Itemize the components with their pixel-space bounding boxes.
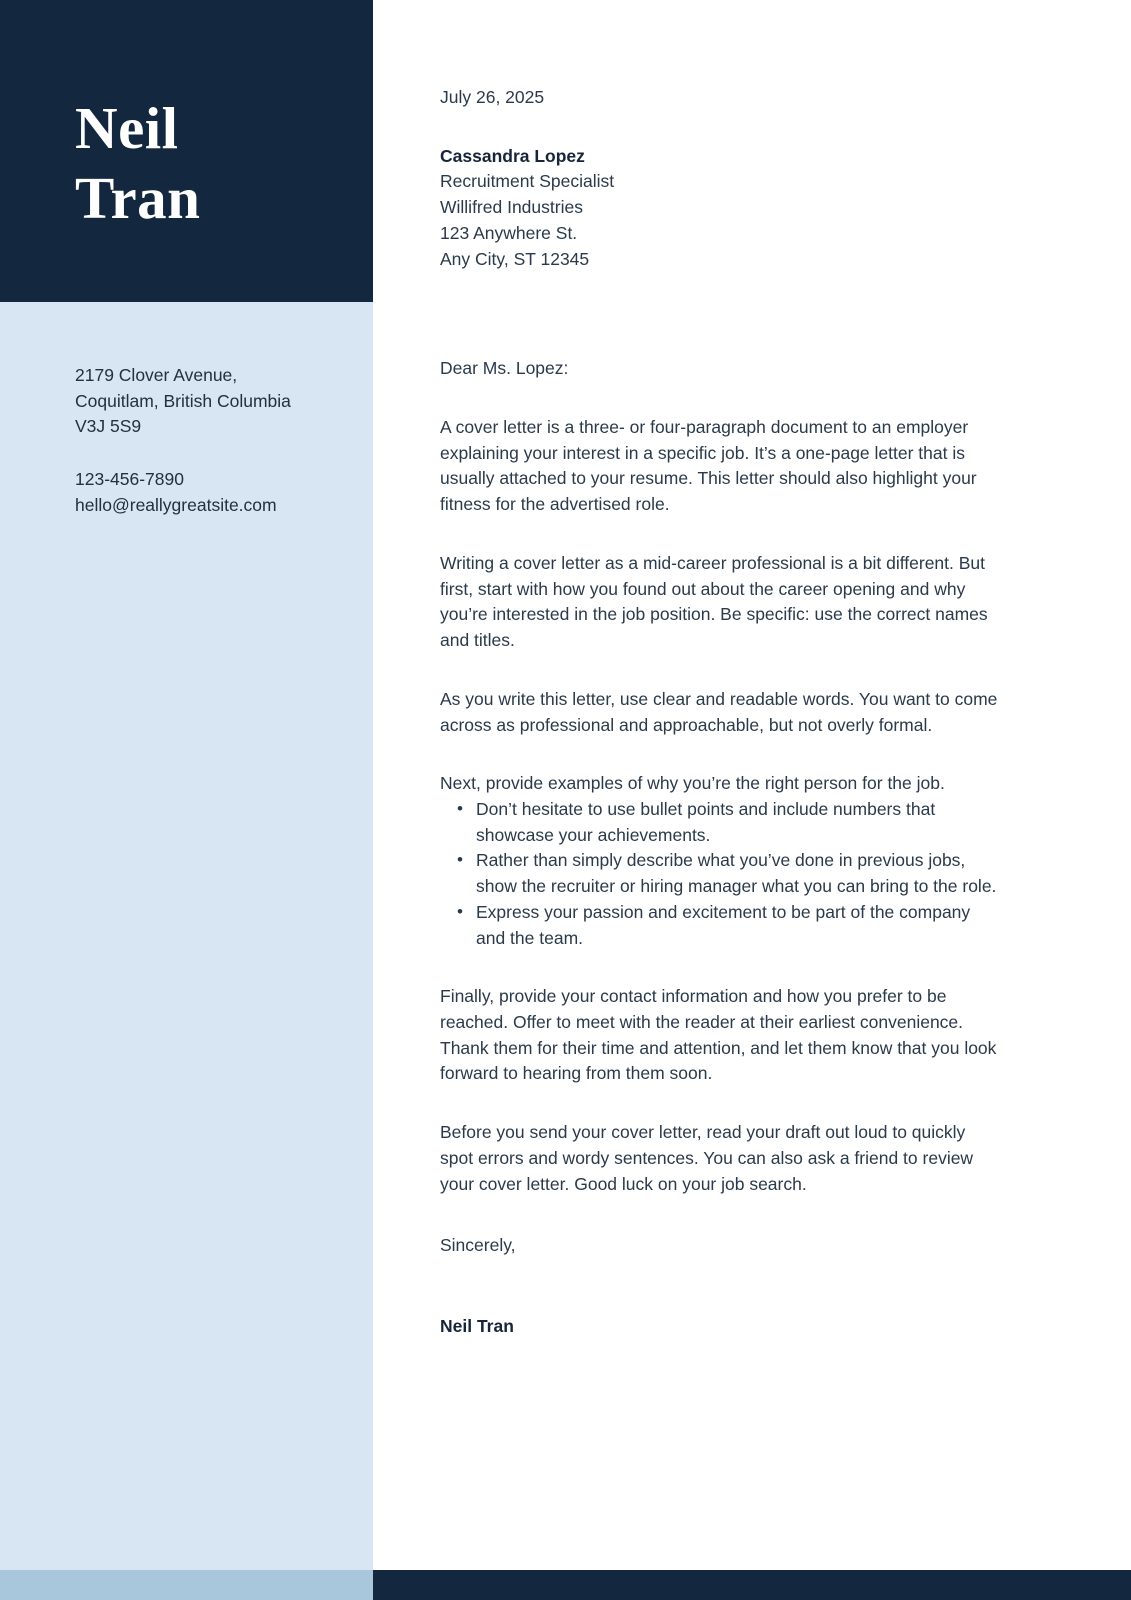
letter-date: July 26, 2025	[440, 87, 545, 107]
paragraph-2: Writing a cover letter as a mid-career professional is a bit different. But first, start with how you found out about the career opening and why you’re interested in the job position. Be specific: use the correct names and titles.	[440, 552, 988, 651]
paragraph-1: A cover letter is a three- or four-paragraph document to an employer explaining your interest in a specific job. It’s a one-page letter that is usually attached to your resume. This letter should also highlight your fitness for the advertised role.	[440, 417, 977, 515]
name-header-block	[0, 0, 373, 302]
signature-name: Neil Tran	[440, 1316, 514, 1336]
list-item: • Rather than simply describe what you’ve done in previous jobs, show the recruiter or hiring manager what you can bring to the role.	[476, 848, 1000, 899]
paragraph-5: Finally, provide your contact information and how you prefer to be reached. Offer to meet with the reader at their earliest convenience. Thank them for their time and attention, and let them know that you look forward to hearing from them soon.	[440, 986, 997, 1084]
recipient-name: Cassandra Lopez	[440, 145, 585, 166]
address-line-3: V3J 5S9	[75, 416, 142, 437]
sender-address	[75, 363, 360, 440]
sender-name	[75, 94, 365, 233]
paragraph-3: As you write this letter, use clear and readable words. You want to come across as professional and approachable, but not overly formal.	[440, 688, 998, 735]
recipient-street: 123 Anywhere St.	[440, 222, 578, 243]
recipient-block	[440, 144, 1000, 273]
paragraph-4-intro: Next, provide examples of why you’re the right person for the job.	[440, 773, 945, 794]
footer-bar-right	[373, 1570, 1131, 1600]
salutation: Dear Ms. Lopez:	[440, 358, 569, 379]
list-item: • Don’t hesitate to use bullet points and include numbers that showcase your achievements.	[476, 797, 1000, 848]
footer-bar-left	[0, 1570, 373, 1600]
recipient-city-state-zip: Any City, ST 12345	[440, 248, 590, 269]
closing-line: Sincerely,	[440, 1235, 516, 1256]
recipient-title: Recruitment Specialist	[440, 171, 615, 192]
paragraph-6: Before you send your cover letter, read your draft out loud to quickly spot errors and wordy sentences. You can also ask a friend to review your cover letter. Good luck on your job search.	[440, 1122, 974, 1194]
bullet-list	[440, 797, 1000, 951]
address-line-2: Coquitlam, British Columbia	[75, 390, 291, 411]
letter-body-column	[373, 0, 1131, 1570]
footer-bar	[0, 1570, 1131, 1600]
sidebar	[0, 0, 373, 1570]
recipient-company: Willifred Industries	[440, 197, 583, 218]
sender-first-name: Neil	[75, 95, 179, 161]
address-line-1: 2179 Clover Avenue,	[75, 365, 238, 385]
sender-last-name: Tran	[75, 164, 201, 231]
letter-content	[440, 85, 1000, 1340]
sender-contact-details	[75, 467, 360, 518]
sender-email[interactable]: hello@reallygreatsite.com	[75, 494, 277, 515]
sender-phone: 123-456-7890	[75, 469, 184, 490]
list-item: • Express your passion and excitement to be part of the company and the team.	[476, 900, 1000, 951]
sender-contact-block	[75, 363, 360, 519]
